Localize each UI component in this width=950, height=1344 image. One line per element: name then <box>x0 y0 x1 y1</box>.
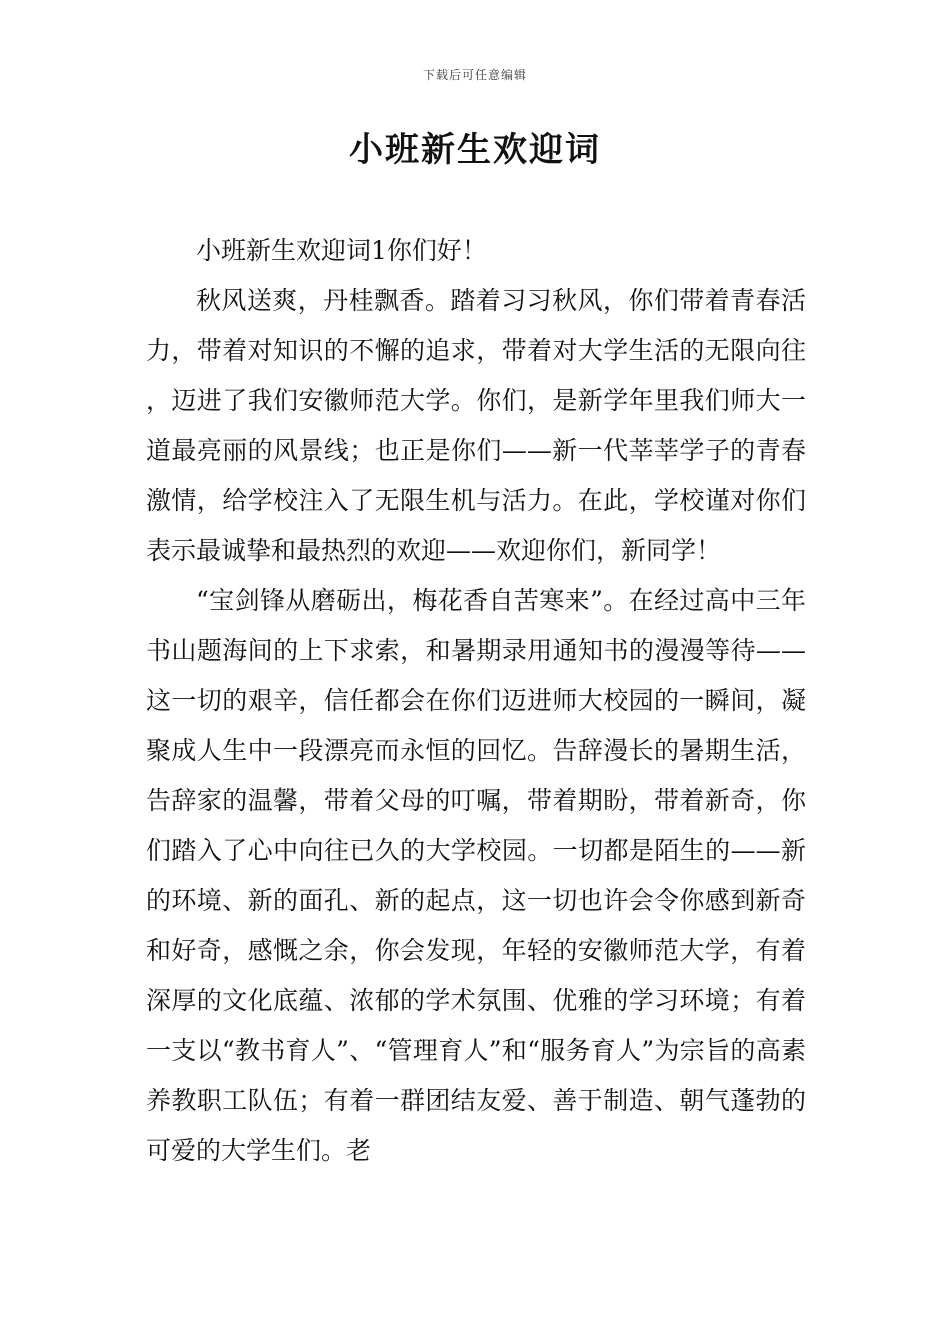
paragraph-opening: 小班新生欢迎词1你们好！ <box>196 236 487 265</box>
document-title: 小班新生欢迎词 <box>349 130 601 170</box>
paragraph-campus: “宝剑锋从磨砺出，梅花香自苦寒来”。在经过高中三年书山题海间的上下求索，和暑期录用通知书的漫漫等待——这一切的艰辛，信任都会在你们迈进师大校园的一瞬间，凝聚成人生中一段漂亮而永恒的回忆。告辞漫长的暑期生活，告辞家的温馨，带着父母的叮嘱，带着期盼，带着新奇，你们踏入了心中向往已久的大学校园。一切都是陌生的——新的环境、新的面孔、新的起点，这一切也许会令你感到新奇和好奇，感慨之余，你会发现，年轻的安徽师范大学，有着深厚的文化底蕴、浓郁的学术氛围、优雅的学习环境；有着一支以“教书育人”、“管理育人”和“服务育人”为宗旨的高素养教职工队伍；有着一群团结友爱、善于制造、朝气蓬勃的可爱的大学生们。老 <box>146 586 806 1165</box>
paragraph-welcome: 秋风送爽，丹桂飘香。踏着习习秋风，你们带着青春活力，带着对知识的不懈的追求，带着对大学生活的无限向往，迈进了我们安徽师范大学。你们，是新学年里我们师大一道最亮丽的风景线；也正是你们——新一代莘莘学子的青春激情，给学校注入了无限生机与活力。在此，学校谨对你们表示最诚挚和最热烈的欢迎——欢迎你们，新同学！ <box>146 286 806 565</box>
document-body <box>146 226 806 1176</box>
page-header-note: 下载后可任意编辑 <box>422 68 527 82</box>
